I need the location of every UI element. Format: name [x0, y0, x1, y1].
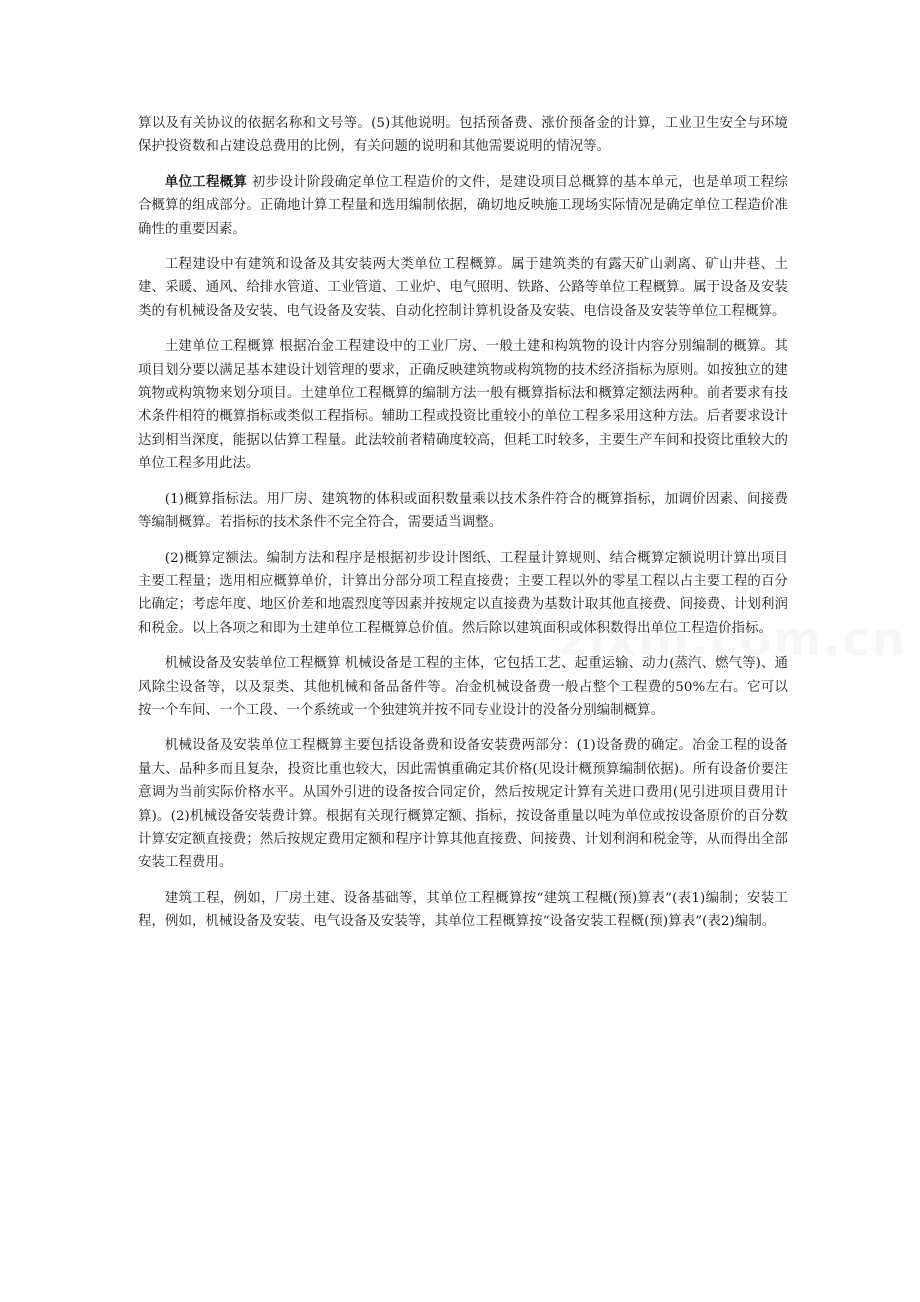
term-unit-project-estimate: 单位工程概算 — [164, 173, 248, 190]
paragraph-quota-method: (2)概算定额法。编制方法和程序是根据初步设计图纸、工程量计算规则、结合概算定额说明计算出项目主要工程量；选用相应概算单价，计算出分部分项工程直接费；主要工程以外的零星工程以占主要工程的百分比确定；考虑年度、地区价差和地震烈度等因素并按规定以直接费为基数计取其他直接费、间接费、计划利润和税金。以上各项之和即为土建单位工程概算总价值。然后除以建筑面积或体积数得出单位工程造价指标。 — [138, 550, 788, 636]
document-body — [138, 112, 788, 946]
paragraph-mechanical-estimate: 机械设备及安装单位工程概算 机械设备是工程的主体，它包括工艺、起重运输、动力(蒸汽、燃气等)、通风除尘设备等，以及泵类、其他机械和备品备件等。冶金机械设备费一般占整个工程费的50%左右。它可以按一个车间、一个工段、一个系统或一个独建筑并按不同专业设计的没备分别编制概算。 — [138, 656, 788, 718]
paragraph-mechanical-cost-parts: 机械设备及安装单位工程概算主要包括设备费和设备安装费两部分：(1)设备费的确定。冶金工程的设备量大、品种多而且复杂，投资比重也较大，因此需慎重确定其价格(见设计概预算编制依据)。所有设备价要注意调为当前实际价格水平。从国外引进的设备按合同定价，然后按规定计算有关进口费用(见引进项目费用计算)。(2)机械设备安装费计算。根据有关现行概算定额、指标，按设备重量以吨为单位或按设备原价的百分数计算安定额直接费；然后按规定费用定额和程序计算其他直接费、间接费、计划利润和税金等，从而得出全部安装工程费用。 — [138, 738, 788, 871]
paragraph-civil-estimate: 土建单位工程概算 根据冶金工程建设中的工业厂房、一般土建和构筑物的设计内容分别编制的概算。其项目划分要以满足基本建设计划管理的要求，正确反映建筑物或构筑物的技术经济指标为原则。如按独立的建筑物或构筑物来划分项目。土建单位工程概算的编制方法一般有概算指标法和概算定额法两种。前者要求有技术条件相符的概算指标或类似工程指标。辅助工程或投资比重较小的单位工程多采用这种方法。后者要求设计达到相当深度，能据以估算工程量。此法较前者精确度较高，但耗工时较多，主要生产车间和投资比重较大的单位工程多用此法。 — [138, 339, 788, 472]
paragraph-estimate-categories: 工程建设中有建筑和设备及其安装两大类单位工程概算。属于建筑类的有露天矿山剥离、矿山井巷、土建、采暖、通风、给排水管道、工业管道、工业炉、电气照明、铁路、公路等单位工程概算。属于设备及安装类的有机械设备及安装、电气设备及安装、自动化控制计算机设备及安装、电信设备及安装等单位工程概算。 — [138, 257, 788, 319]
paragraph-text: 初步设计阶段确定单位工程造价的文件，是建设项目总概算的基本单元，也是单项工程综合概算的组成部分。正确地计算工程量和选用编制依据，确切地反映施工现场实际情况是确定单位工程造价准确性的重要因素。 — [138, 174, 788, 237]
paragraph-unit-project-estimate — [138, 171, 788, 241]
paragraph-continuation: 算以及有关协议的依据名称和文号等。(5)其他说明。包括预备费、涨价预备金的计算，工业卫生安全与环境保护投资数和占建设总费用的比例，有关问题的说明和其他需要说明的情况等。 — [138, 116, 788, 155]
paragraph-index-method: (1)概算指标法。用厂房、建筑物的体积或面积数量乘以技术条件符合的概算指标，加调价因素、间接费等编制概算。若指标的技术条件不完全符合，需要适当调整。 — [138, 491, 788, 531]
paragraph-estimate-tables: 建筑工程，例如，厂房土建、设备基础等，其单位工程概算按“建筑工程概(预)算表”(表1)编制；安装工程，例如，机械设备及安装、电气设备及安装等，其单位工程概算按“设备安装工程概(预)算表”(表2)编制。 — [138, 890, 788, 930]
